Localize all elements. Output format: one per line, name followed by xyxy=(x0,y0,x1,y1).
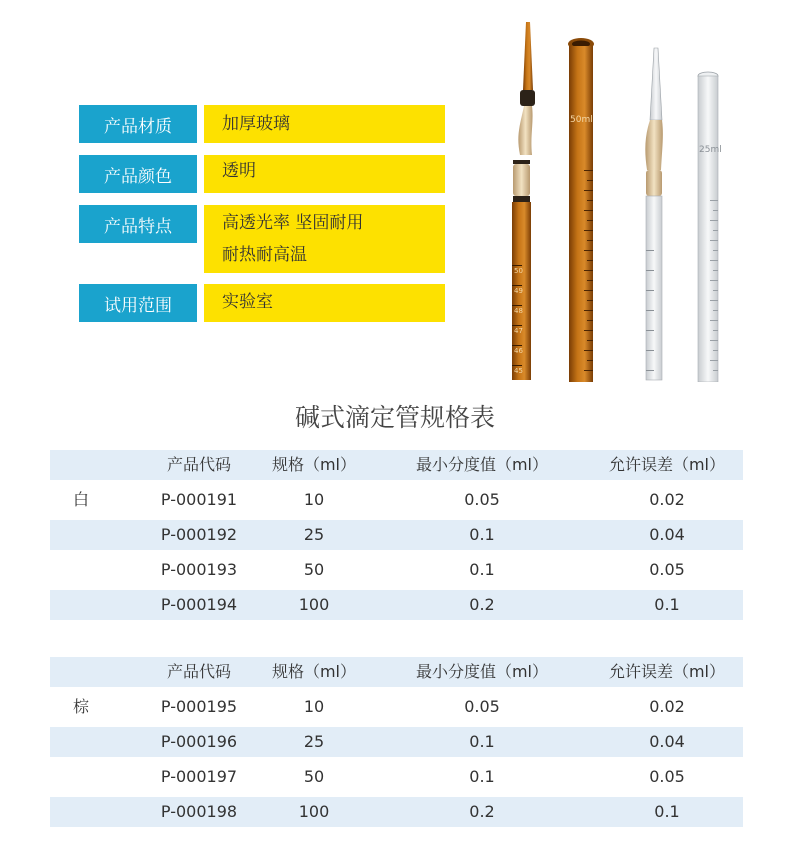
attr-value-line: 透明 xyxy=(222,161,256,181)
cell-tolerance: 0.04 xyxy=(649,525,685,544)
header-volume: 规格（ml） xyxy=(271,455,357,474)
spec-table-title: 碱式滴定管规格表 xyxy=(294,403,495,432)
cell-min-division: 0.05 xyxy=(464,697,500,716)
cell-volume: 100 xyxy=(298,595,330,614)
header-code: 产品代码 xyxy=(166,662,231,681)
attr-label-scope: 试用范围 xyxy=(79,284,197,322)
cell-tolerance: 0.04 xyxy=(649,732,685,751)
cell-min-division: 0.1 xyxy=(469,525,495,544)
cell-code: P-000192 xyxy=(160,525,238,544)
cell-code: P-000193 xyxy=(160,560,238,579)
table-row xyxy=(50,555,743,585)
cell-tolerance: 0.05 xyxy=(649,560,685,579)
attr-value-line: 耐热耐高温 xyxy=(222,245,307,265)
table-row xyxy=(50,727,743,757)
cell-code: P-000196 xyxy=(160,732,238,751)
attr-label-material: 产品材质 xyxy=(79,105,197,143)
cell-volume: 10 xyxy=(303,490,325,509)
cell-code: P-000198 xyxy=(160,802,238,821)
attr-value-scope xyxy=(204,284,445,322)
clear-volume-mark: 25ml xyxy=(699,145,722,155)
cell-volume: 25 xyxy=(303,732,325,751)
cell-tolerance: 0.1 xyxy=(654,595,680,614)
header-tolerance: 允许误差（ml） xyxy=(608,662,726,681)
table-row xyxy=(50,692,743,722)
header-tolerance: 允许误差（ml） xyxy=(608,455,726,474)
cell-tolerance: 0.05 xyxy=(649,767,685,786)
amber-scale-label: 47 xyxy=(514,327,523,335)
cell-code: P-000194 xyxy=(160,595,238,614)
cell-volume: 25 xyxy=(303,525,325,544)
cell-volume: 50 xyxy=(303,560,325,579)
clear-tip-assembly xyxy=(645,48,663,380)
attr-label-color: 产品颜色 xyxy=(79,155,197,193)
table-row xyxy=(50,797,743,827)
header-min-division: 最小分度值（ml） xyxy=(415,662,549,681)
cell-tolerance: 0.02 xyxy=(649,697,685,716)
group-label-brown: 棕 xyxy=(72,697,89,716)
cell-min-division: 0.2 xyxy=(469,595,495,614)
attr-value-features xyxy=(204,205,445,273)
cell-volume: 50 xyxy=(303,767,325,786)
attr-label-features: 产品特点 xyxy=(79,205,197,243)
cell-code: P-000191 xyxy=(160,490,238,509)
amber-scale-label: 49 xyxy=(514,287,523,295)
attr-value-line: 加厚玻璃 xyxy=(222,114,290,134)
cell-min-division: 0.1 xyxy=(469,767,495,786)
cell-tolerance: 0.02 xyxy=(649,490,685,509)
cell-min-division: 0.1 xyxy=(469,732,495,751)
attr-value-material xyxy=(204,105,445,143)
burette-product-photo xyxy=(480,10,740,382)
table-row xyxy=(50,762,743,792)
amber-scale-label: 46 xyxy=(514,347,523,355)
cell-volume: 10 xyxy=(303,697,325,716)
group-label-white: 白 xyxy=(72,490,89,509)
cell-code: P-000195 xyxy=(160,697,238,716)
cell-tolerance: 0.1 xyxy=(654,802,680,821)
cell-min-division: 0.2 xyxy=(469,802,495,821)
attr-value-color xyxy=(204,155,445,193)
header-min-division: 最小分度值（ml） xyxy=(415,455,549,474)
attr-value-line: 高透光率 坚固耐用 xyxy=(222,213,364,233)
table-header-row xyxy=(50,450,743,480)
amber-scale-label: 50 xyxy=(514,267,523,275)
table-row xyxy=(50,590,743,620)
amber-burette xyxy=(568,38,594,382)
table-row xyxy=(50,485,743,515)
cell-min-division: 0.05 xyxy=(464,490,500,509)
attr-value-line: 实验室 xyxy=(222,292,273,312)
cell-min-division: 0.1 xyxy=(469,560,495,579)
amber-volume-mark: 50ml xyxy=(570,115,593,125)
table-row xyxy=(50,520,743,550)
cell-volume: 100 xyxy=(298,802,330,821)
header-volume: 规格（ml） xyxy=(271,662,357,681)
cell-code: P-000197 xyxy=(160,767,238,786)
amber-tip-assembly xyxy=(512,22,535,380)
amber-scale-label: 45 xyxy=(514,367,523,375)
table-header-row xyxy=(50,657,743,687)
header-code: 产品代码 xyxy=(166,455,231,474)
amber-scale-label: 48 xyxy=(514,307,523,315)
clear-burette xyxy=(698,72,722,382)
